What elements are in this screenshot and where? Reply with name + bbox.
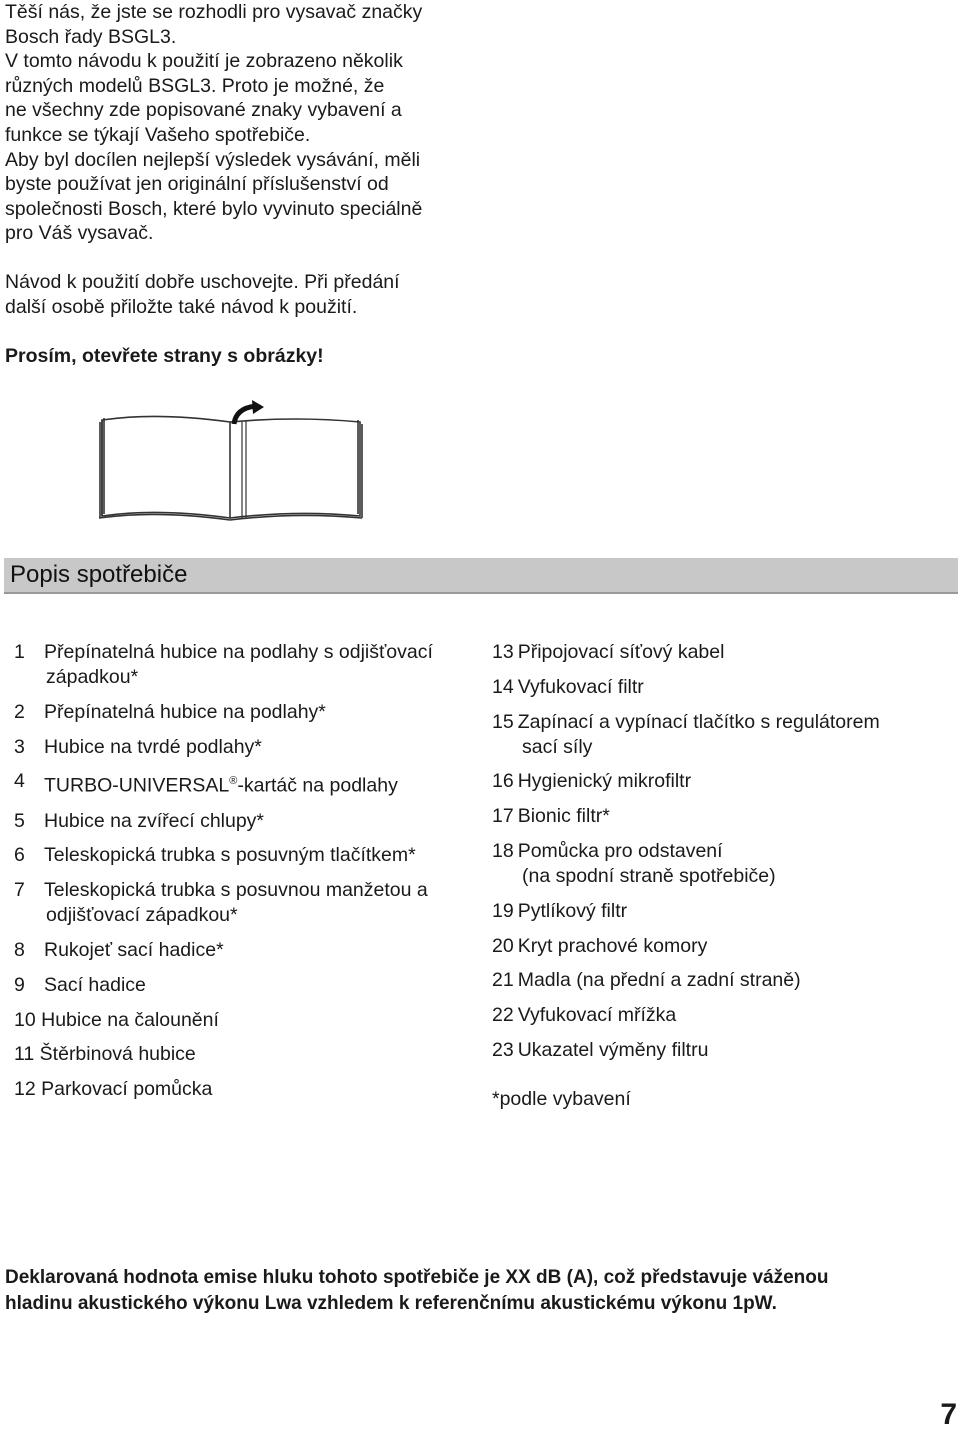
list-item: 2 Přepínatelná hubice na podlahy* — [14, 700, 326, 723]
list-item: 19 Pytlíkový filtr — [492, 899, 628, 922]
list-item: 10 Hubice na čalounění — [14, 1008, 219, 1031]
list-item: 6 Teleskopická trubka s posuvným tlačítkem* — [14, 844, 416, 867]
list-item: 7 Teleskopická trubka s posuvnou manžetou a odjišťovací západkou* — [14, 879, 428, 927]
list-item: 15 Zapínací a vypínací tlačítko s regulátorem sací síly — [492, 710, 880, 758]
list-item: 18 Pomůcka pro odstavení (na spodní straně spotřebiče) — [492, 839, 776, 887]
intro-paragraph-2: Návod k použití dobře uschovejte. Při předání další osobě přiložte také návod k použití. — [5, 270, 400, 318]
list-item: 4 TURBO-UNIVERSAL®-kartáč na podlahy — [14, 770, 398, 797]
section-title: Popis spotřebiče — [10, 561, 188, 588]
list-item: 13 Připojovací síťový kabel — [492, 641, 725, 663]
list-item: 12 Parkovací pomůcka — [14, 1078, 213, 1101]
section-header — [4, 558, 958, 594]
list-item: 11 Štěrbinová hubice — [14, 1043, 196, 1066]
list-item: 16 Hygienický mikrofiltr — [492, 770, 692, 793]
list-item: 8 Rukojeť sací hadice* — [14, 939, 224, 962]
registered-mark: ® — [229, 775, 238, 788]
parts-list-right — [492, 640, 952, 1073]
list-item: 5 Hubice na zvířecí chlupy* — [14, 809, 265, 832]
list-item: 23 Ukazatel výměny filtru — [492, 1038, 709, 1061]
list-item: 9 Sací hadice — [14, 973, 146, 996]
parts-list-left — [14, 640, 474, 1112]
noise-declaration: Deklarovaná hodnota emise hluku tohoto spotřebiče je XX dB (A), což představuje váženou hladinu akustického výkonu Lwa vzhledem k referenčnímu akustickému výkonu 1pW. — [5, 1267, 829, 1314]
list-item: 21 Madla (na přední a zadní straně) — [492, 969, 801, 992]
list-item: 3 Hubice na tvrdé podlahy* — [14, 735, 262, 758]
list-item: 20 Kryt prachové komory — [492, 934, 708, 957]
list-item: 1 Přepínatelná hubice na podlahy s odjišťovací západkou* — [14, 641, 433, 688]
intro-text — [5, 0, 475, 369]
list-item: 17 Bionic filtr* — [492, 805, 610, 828]
intro-paragraph-1: Těší nás, že jste se rozhodli pro vysavač značky Bosch řady BSGL3. V tomto návodu k použití je zobrazeno několik různých modelů BSGL3. Proto je možné, že ne všechny zde popisované znaky vybavení a funkce se týkají Vašeho spotřebiče. Aby byl docílen nejlepší výsledek vysávání, měli byste používat jen originální příslušenství od společnosti Bosch, které bylo vyvinuto speciálně pro Váš vysavač. — [5, 1, 423, 245]
open-book-illustration — [96, 400, 366, 522]
intro-paragraph-3: Prosím, otevřete strany s obrázky! — [5, 345, 324, 368]
footnote: *podle vybavení — [492, 1088, 631, 1110]
list-item: 22 Vyfukovací mřížka — [492, 1004, 677, 1027]
page-number: 7 — [940, 1398, 957, 1431]
list-item: 14 Vyfukovací filtr — [492, 675, 644, 698]
